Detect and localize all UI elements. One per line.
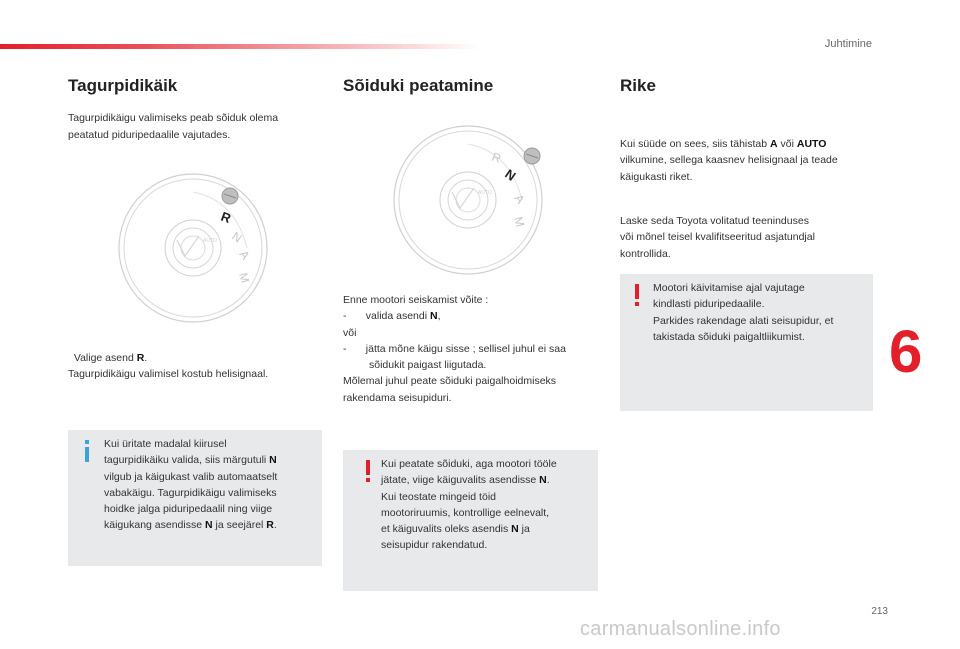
bullet-end: . — [144, 352, 148, 364]
warning-text-stopping — [381, 456, 588, 554]
dial2-label-m: M — [511, 215, 528, 229]
page-number: 213 — [871, 606, 888, 617]
heading-stopping: Sõiduki peatamine — [343, 76, 494, 95]
malfunction-p2: Laske seda Toyota volitatud teeninduses või mõnel teisel kvalifitseeritud asjatundjal kontrollida. — [620, 215, 815, 260]
warning-icon — [361, 460, 375, 482]
option-or: või — [343, 326, 357, 339]
dial2-label-r: R — [489, 149, 503, 166]
info-icon — [80, 440, 94, 462]
heading-malfunction: Rike — [620, 76, 656, 95]
reverse-signal-note: Tagurpidikäigu valimisel kostub helisignaal. — [68, 368, 269, 381]
dial2-ring-text: AUTO — [478, 190, 492, 196]
gear-dial-neutral — [390, 122, 545, 277]
heading-reverse: Tagurpidikäik — [68, 76, 178, 95]
dial-ring-text: AUTO — [203, 238, 217, 244]
intro-line-1: Tagurpidikäigu valimiseks peab sõiduk olema — [68, 112, 279, 125]
warning-icon-2 — [630, 284, 644, 306]
info-line-6: käigukang asendisse N ja seejärel R. — [104, 519, 277, 532]
stopping-intro: Enne mootori seiskamist võite : — [343, 294, 489, 306]
info-line-5: hoidke jalga piduripedaalil ning viige — [104, 503, 273, 516]
info-line-2: tagurpidikäiku valida, siis märgutuli N — [104, 454, 277, 467]
malfunction-p1: Kui süüde on sees, siis tähistab A või AUTO vilkumine, sellega kaasnev helisignaal ja teade käigukasti riket. — [620, 138, 838, 183]
dial-label-r: R — [218, 208, 233, 227]
warn-line-4: mootoriruumis, kontrollige eelnevalt, — [381, 506, 550, 519]
warn-line-1: Kui peatate sõiduki, aga mootori tööle — [381, 458, 557, 470]
dial-label-n: N — [229, 228, 245, 246]
bullet-bold: R — [136, 352, 145, 364]
warning-text-malfunction: Mootori käivitamise ajal vajutage kindlasti piduripedaalile. Parkides rakendage alati seisupidur, et takistada sõiduki paigaltliikumist. — [653, 282, 834, 343]
section-title: Juhtimine — [824, 38, 872, 50]
header-accent-bar — [0, 44, 480, 49]
dial2-label-a: A — [511, 191, 528, 207]
intro-line-2: peatatud piduripedaalile vajutades. — [68, 128, 231, 141]
column-stopping — [343, 76, 597, 96]
warn-line-2: jätate, viige käiguvalits asendisse N. — [381, 474, 550, 487]
dial-label-m: M — [236, 271, 253, 285]
warning-box-malfunction — [620, 274, 873, 411]
stopping-conclusion-1: Mõlemal juhul peate sõiduki paigalhoidmiseks — [343, 375, 557, 388]
bullet-text: Valige asend — [73, 352, 137, 364]
info-line-1: Kui üritate madalal kiirusel — [104, 438, 227, 450]
column-reverse-gear — [68, 76, 322, 143]
chapter-number: 6 — [889, 318, 923, 385]
warning-box-stopping — [343, 450, 598, 591]
warn-line-6: seisupidur rakendatud. — [381, 539, 488, 552]
gear-dial-reverse — [115, 170, 270, 325]
dial-label-a: A — [236, 247, 253, 263]
warn-line-3: Kui teostate mingeid töid — [381, 490, 496, 503]
watermark: carmanualsonline.info — [580, 618, 781, 640]
stopping-conclusion-2: rakendama seisupiduri. — [343, 391, 452, 404]
info-text — [104, 436, 312, 534]
option-select-n: - valida asendi N, — [343, 310, 441, 323]
info-box-reverse — [68, 430, 322, 566]
option-leave-gear: - jätta mõne käigu sisse ; sellisel juhul ei saa — [343, 342, 566, 355]
reverse-intro — [68, 110, 322, 143]
dial2-label-n: N — [502, 166, 519, 184]
option-leave-gear-cont: sõidukit paigast liigutada. — [369, 359, 487, 372]
stopping-text — [343, 292, 601, 406]
info-line-3: vilgub ja käigukast valib automaatselt — [104, 470, 278, 483]
info-line-4: vabakäigu. Tagurpidikäigu valimiseks — [104, 486, 277, 499]
column-malfunction — [620, 76, 874, 96]
warn-line-5: et käiguvalits oleks asendis N ja — [381, 523, 530, 536]
reverse-instruction — [68, 350, 322, 383]
